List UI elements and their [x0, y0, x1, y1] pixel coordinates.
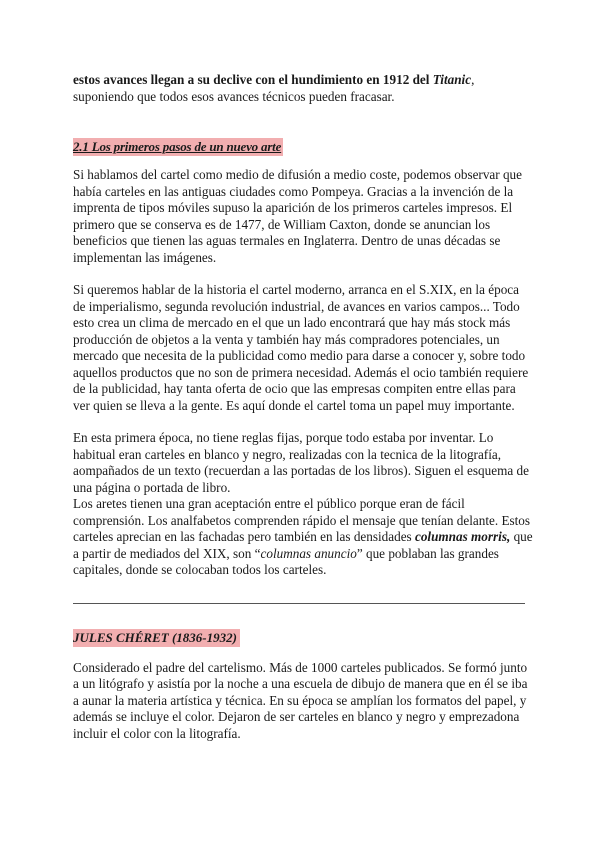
intro-comma: ,	[471, 72, 475, 87]
intro-text-a: estos avances llegan a su declive con el hundimiento en 1912 del	[73, 72, 433, 87]
p4-text-b: que a partir de mediados del XIX, son “	[73, 529, 533, 561]
artist-heading-wrap	[73, 629, 533, 647]
section-paragraph-3: En esta primera época, no tiene reglas fijas, porque todo estaba por inventar. Lo habitual eran carteles en blanco y negro, realizadas con la tecnica de la litografía, aompañados de un texto (recuerdan a las portadas de los libros). Siguen el esquema de una página o portada de libro.	[73, 430, 529, 495]
artist-heading: JULES CHÉRET (1836-1932)	[73, 629, 240, 647]
section-heading-wrap	[73, 138, 533, 156]
document-page	[73, 66, 533, 742]
artist-paragraph: Considerado el padre del cartelismo. Más de 1000 carteles publicados. Se formó junto a un litógrafo y asistía por la noche a una escuela de dibujo de manera que en él se iba a aunar la materia artística y técnica. En su época se amplían los formatos del papel, y además se incluye el color. Dejaron de ser carteles en blanco y negro y emprezadona incluir el color con la litografía.	[73, 659, 528, 741]
p4-text-a: Los aretes tienen una gran aceptación entre el público porque eran de fácil comprensión. Los analfabetos comprenden rápido el mensaje que tenían delante. Estos carteles aprecian en las fachadas pero también en las densidades	[73, 496, 531, 544]
titanic-emphasis: Titanic	[432, 72, 472, 87]
intro-paragraph	[73, 72, 533, 105]
p4-text-c: ” que poblaban las grandes capitales, donde se colocaban todos los carteles.	[73, 545, 499, 577]
columnas-morris-emphasis: columnas morris,	[414, 529, 511, 544]
section-paragraph-4	[73, 496, 533, 579]
section-heading: 2.1 Los primeros pasos de un nuevo arte	[73, 139, 282, 154]
section-paragraph-1: Si hablamos del cartel como medio de difusión a medio coste, podemos observar que había carteles en las antiguas ciudades como Pompeya. Gracias a la invención de la imprenta de tipos móviles supuso la aparición de los primeros carteles impresos. El primero que se conserva es de 1477, de William Caxton, donde se anuncian los beneficios que tienen las aguas termales en Inglaterra. Dentro de unas décadas se implementan las imágenes.	[73, 167, 522, 265]
columnas-anuncio-emphasis: columnas anuncio	[260, 545, 357, 561]
intro-text-b: suponiendo que todos esos avances técnicos pueden fracasar.	[73, 88, 395, 104]
section-paragraph-2: Si queremos hablar de la historia el cartel moderno, arranca en el S.XIX, en la época de imperialismo, segunda revolución industrial, de avances en varios campos... Todo esto crea un clima de mercado en el que un lado encontrará que hay más stock más producción de objetos a la venta y también hay más compradores potenciales, un mercado que necesita de la publicidad como medio para darse a conocer y, sobre todo aquellos productos que no son de primera necesidad. Además el ocio también requiere de la publicidad, hay tanta oferta de ocio que las empresas compiten entre ellas para ver quien se lleva a la gente. Es aquí donde el cartel toma un papel muy importante.	[73, 282, 529, 413]
